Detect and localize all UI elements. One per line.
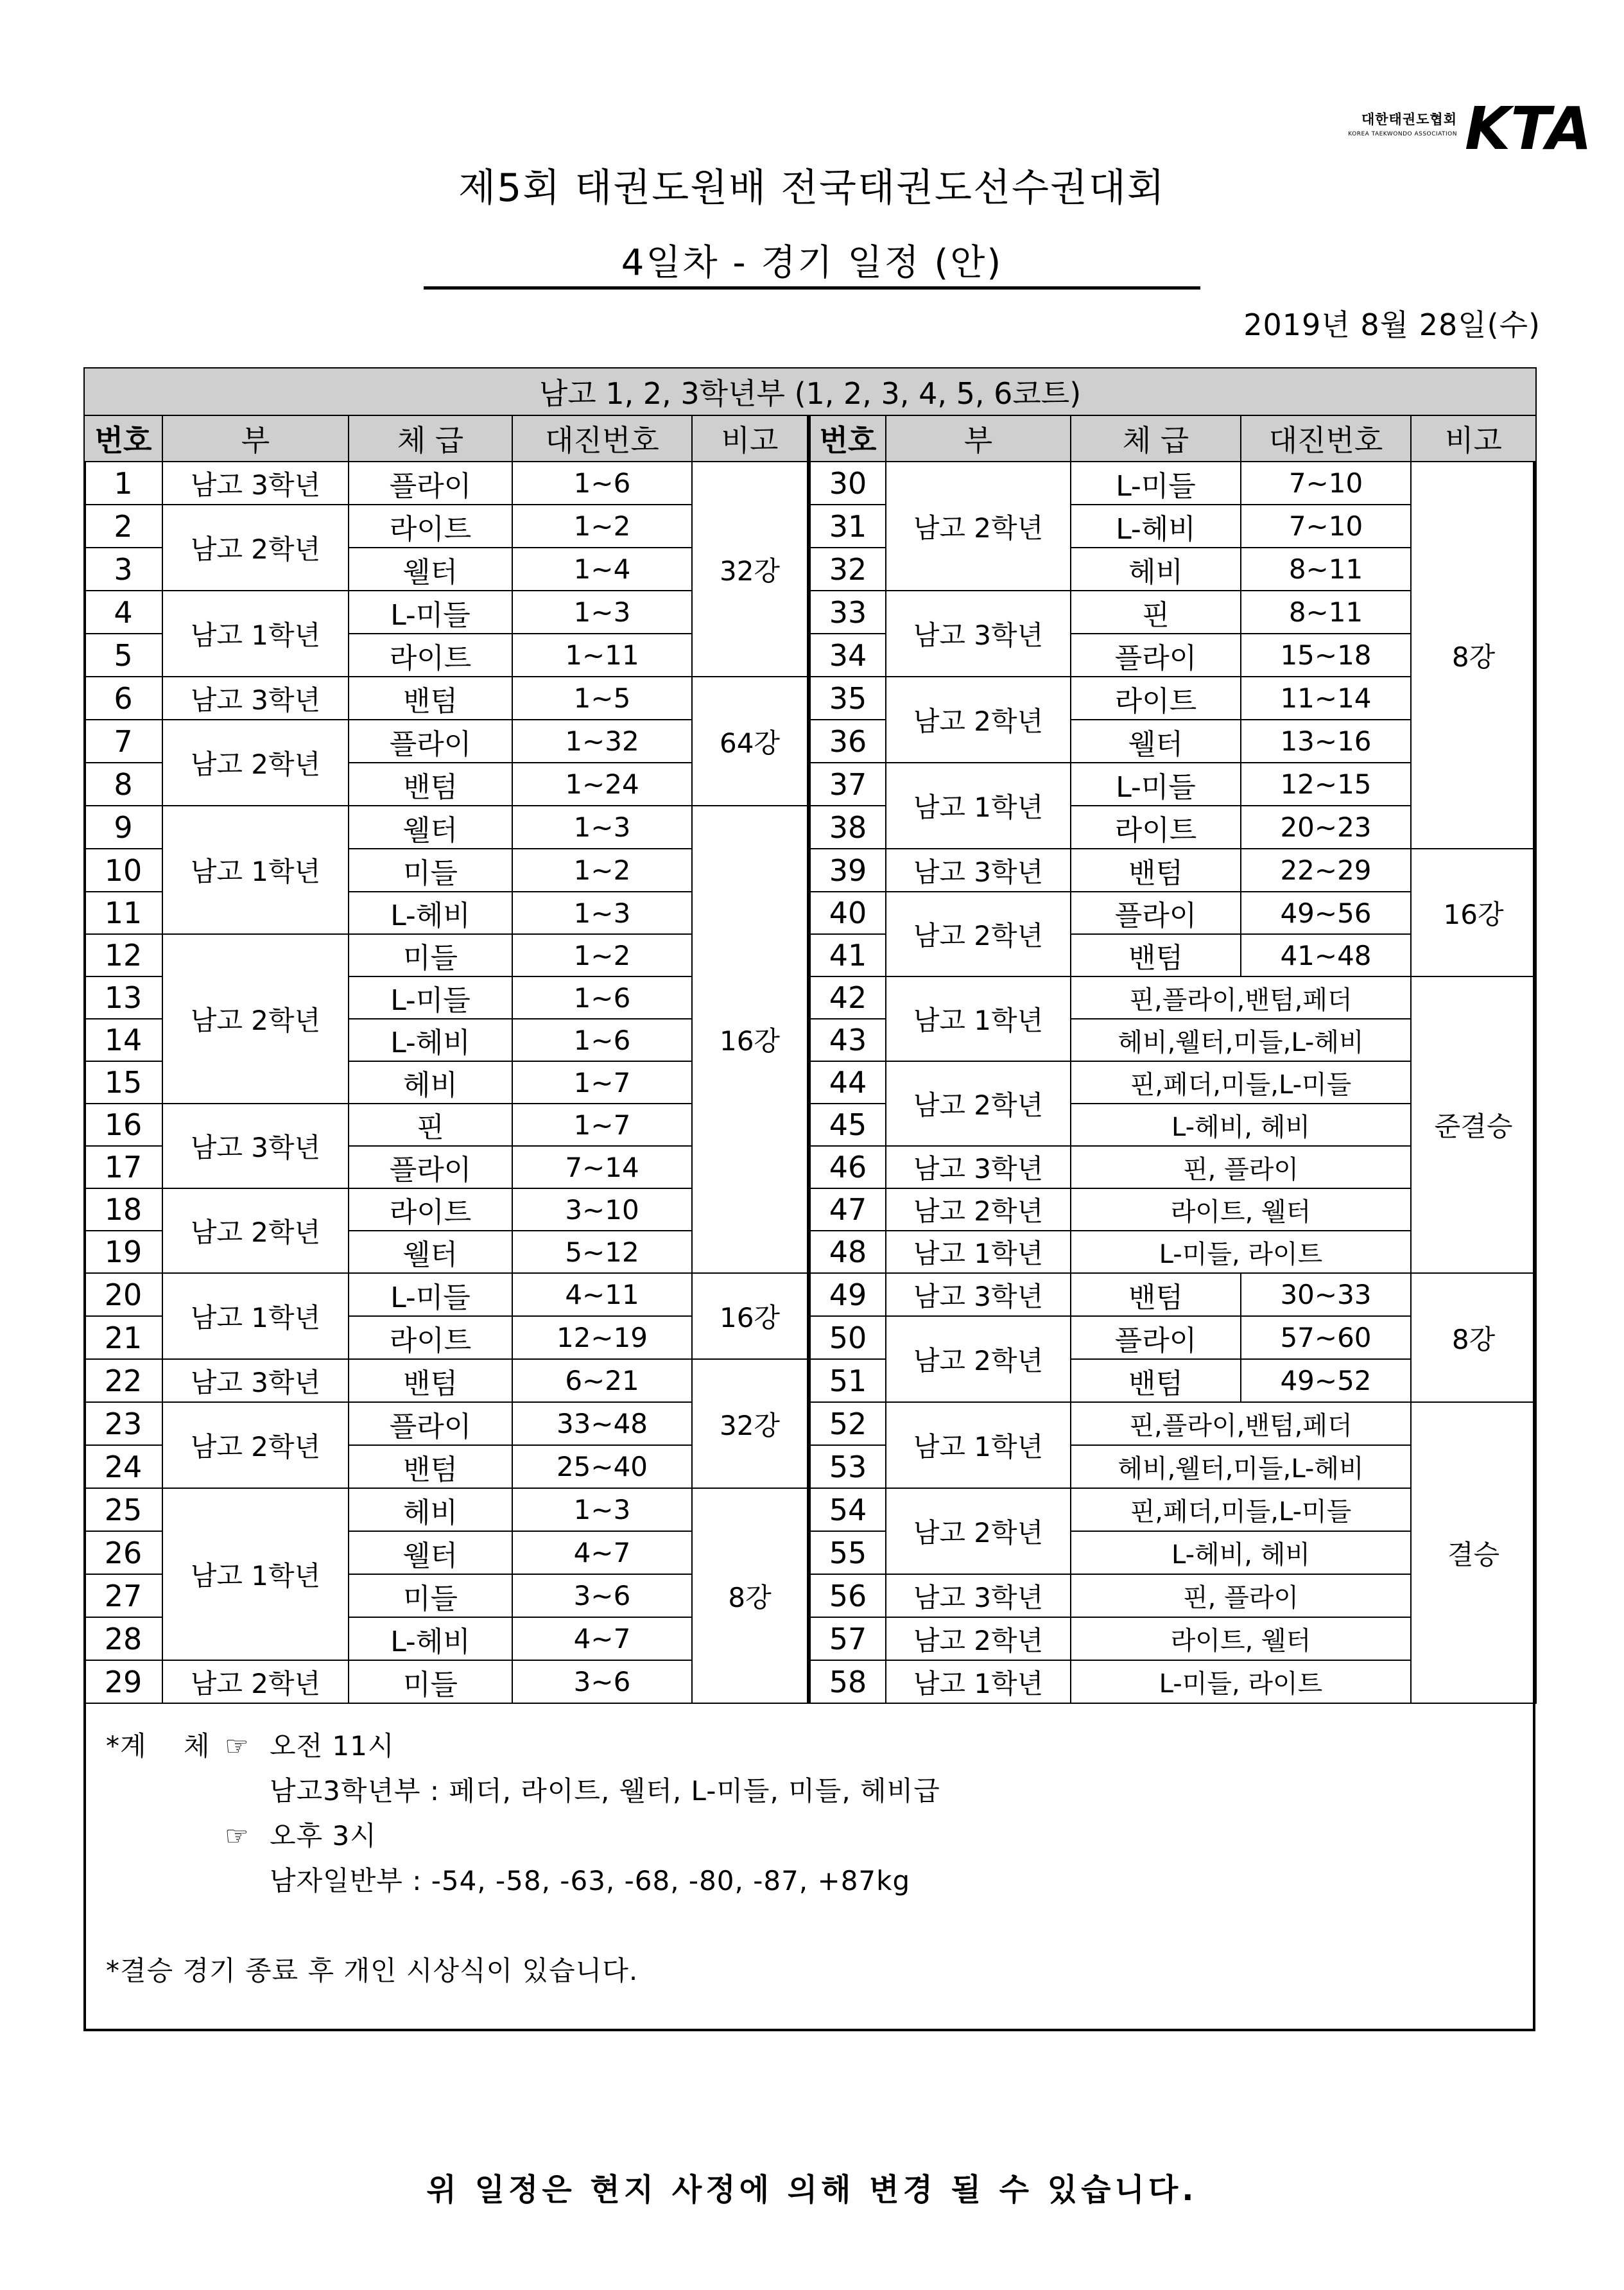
table-row	[84, 934, 1536, 976]
round-note: 16강	[692, 806, 809, 1273]
division-cell: 남고 2학년	[886, 1617, 1071, 1660]
weight-cell: 핀	[349, 1104, 512, 1146]
weight-cell: 라이트	[349, 1188, 512, 1231]
match-number: 55	[809, 1531, 886, 1574]
round-note: 8강	[1411, 1273, 1536, 1402]
bracket-cell: 7~10	[1241, 505, 1411, 548]
header-weight: 체 급	[349, 415, 512, 462]
match-number: 52	[809, 1402, 886, 1445]
bracket-cell: 1~11	[512, 634, 692, 677]
table-row	[84, 591, 1536, 634]
division-cell: 남고 3학년	[886, 849, 1071, 892]
division-cell: 남고 1학년	[886, 1231, 1071, 1273]
weight-cell: 핀,페더,미들,L-미들	[1071, 1488, 1411, 1531]
weight-cell: 밴텀	[1071, 1359, 1241, 1402]
weight-cell: 플라이	[1071, 634, 1241, 677]
match-number: 11	[84, 892, 162, 934]
weight-cell: L-미들	[349, 1273, 512, 1316]
schedule-date: 2019년 8월 28일(수)	[1243, 308, 1541, 342]
division-cell: 남고 1학년	[162, 806, 349, 934]
match-number: 21	[84, 1316, 162, 1359]
match-number: 35	[809, 677, 886, 720]
table-row	[84, 1104, 1536, 1146]
division-cell: 남고 2학년	[886, 1188, 1071, 1231]
table-row	[84, 462, 1536, 505]
match-number: 29	[84, 1660, 162, 1703]
weight-cell: L-헤비	[1071, 505, 1241, 548]
weight-cell: 핀,페더,미들,L-미들	[1071, 1061, 1411, 1104]
bracket-cell: 1~7	[512, 1104, 692, 1146]
weight-cell: 헤비,웰터,미들,L-헤비	[1071, 1019, 1411, 1061]
match-number: 22	[84, 1359, 162, 1402]
bracket-cell: 8~11	[1241, 591, 1411, 634]
weight-cell: 미들	[349, 934, 512, 976]
weight-cell: 헤비	[349, 1061, 512, 1104]
bracket-cell: 7~14	[512, 1146, 692, 1188]
bracket-cell: 22~29	[1241, 849, 1411, 892]
weight-cell: 웰터	[349, 806, 512, 849]
match-number: 43	[809, 1019, 886, 1061]
match-number: 28	[84, 1617, 162, 1660]
bracket-cell: 41~48	[1241, 934, 1411, 976]
match-number: 4	[84, 591, 162, 634]
match-number: 18	[84, 1188, 162, 1231]
bracket-cell: 57~60	[1241, 1316, 1411, 1359]
weight-cell: L-미들, 라이트	[1071, 1231, 1411, 1273]
table-row	[84, 1402, 1536, 1445]
pointer-icon: ☞	[225, 1820, 250, 1852]
bracket-cell: 1~6	[512, 976, 692, 1019]
weight-cell: 웰터	[349, 1531, 512, 1574]
match-number: 45	[809, 1104, 886, 1146]
match-number: 41	[809, 934, 886, 976]
round-note: 결승	[1411, 1402, 1536, 1703]
match-number: 24	[84, 1445, 162, 1488]
footer-notice: 위 일정은 현지 사정에 의해 변경 될 수 있습니다.	[426, 2172, 1198, 2208]
division-cell: 남고 2학년	[162, 720, 349, 806]
match-number: 53	[809, 1445, 886, 1488]
weight-cell: 밴텀	[1071, 934, 1241, 976]
header-number: 번호	[84, 415, 162, 462]
match-number: 8	[84, 763, 162, 806]
match-number: 31	[809, 505, 886, 548]
match-number: 2	[84, 505, 162, 548]
round-note: 준결승	[1411, 976, 1536, 1273]
weight-cell: 헤비	[1071, 548, 1241, 591]
table-row	[84, 1188, 1536, 1231]
bracket-cell: 11~14	[1241, 677, 1411, 720]
bracket-cell: 1~2	[512, 849, 692, 892]
weight-cell: 밴텀	[349, 677, 512, 720]
weight-cell: 미들	[349, 849, 512, 892]
header-division: 부	[886, 415, 1071, 462]
weight-cell: 라이트	[1071, 806, 1241, 849]
bracket-cell: 1~3	[512, 591, 692, 634]
match-number: 15	[84, 1061, 162, 1104]
bracket-cell: 3~6	[512, 1660, 692, 1703]
match-number: 37	[809, 763, 886, 806]
weight-cell: 핀,플라이,밴텀,페더	[1071, 1402, 1411, 1445]
match-number: 20	[84, 1273, 162, 1316]
match-number: 9	[84, 806, 162, 849]
logo-text	[1335, 109, 1457, 137]
weight-cell: 밴텀	[1071, 849, 1241, 892]
match-number: 56	[809, 1574, 886, 1617]
header-weight: 체 급	[1071, 415, 1241, 462]
division-cell: 남고 2학년	[162, 1188, 349, 1273]
table-row	[84, 1488, 1536, 1531]
bracket-cell: 1~32	[512, 720, 692, 763]
match-number: 25	[84, 1488, 162, 1531]
weight-cell: L-헤비, 헤비	[1071, 1531, 1411, 1574]
match-number: 6	[84, 677, 162, 720]
weight-cell: 웰터	[349, 548, 512, 591]
division-cell: 남고 3학년	[162, 1104, 349, 1188]
match-number: 57	[809, 1617, 886, 1660]
bracket-cell: 49~56	[1241, 892, 1411, 934]
match-number: 50	[809, 1316, 886, 1359]
bracket-cell: 1~2	[512, 934, 692, 976]
notes-section	[106, 1724, 940, 1993]
division-cell: 남고 2학년	[162, 1402, 349, 1488]
bracket-cell: 13~16	[1241, 720, 1411, 763]
bracket-cell: 1~2	[512, 505, 692, 548]
division-cell: 남고 3학년	[886, 1574, 1071, 1617]
weight-cell: 플라이	[349, 720, 512, 763]
bracket-cell: 15~18	[1241, 634, 1411, 677]
match-number: 54	[809, 1488, 886, 1531]
match-number: 5	[84, 634, 162, 677]
weighin-am-detail: 남고3학년부 : 페더, 라이트, 웰터, L-미들, 미들, 헤비급	[270, 1775, 940, 1807]
weighin-pm-line	[106, 1814, 940, 1859]
weight-cell: 미들	[349, 1574, 512, 1617]
bracket-cell: 30~33	[1241, 1273, 1411, 1316]
division-cell: 남고 2학년	[162, 505, 349, 591]
bracket-cell: 20~23	[1241, 806, 1411, 849]
header-bracket: 대진번호	[512, 415, 692, 462]
division-cell: 남고 2학년	[162, 934, 349, 1104]
weight-cell: 밴텀	[349, 1359, 512, 1402]
weight-cell: 핀	[1071, 591, 1241, 634]
weight-cell: 라이트	[349, 1316, 512, 1359]
weight-cell: 핀, 플라이	[1071, 1574, 1411, 1617]
weight-cell: 플라이	[349, 1146, 512, 1188]
division-cell: 남고 3학년	[886, 1146, 1071, 1188]
weight-cell: 플라이	[349, 462, 512, 505]
table-row	[84, 505, 1536, 548]
division-cell: 남고 2학년	[162, 1660, 349, 1703]
match-number: 16	[84, 1104, 162, 1146]
bracket-cell: 1~3	[512, 892, 692, 934]
weight-cell: L-미들, 라이트	[1071, 1660, 1411, 1703]
division-cell: 남고 1학년	[886, 763, 1071, 849]
weighin-pm-time: 오후 3시	[270, 1820, 377, 1852]
bracket-cell: 1~7	[512, 1061, 692, 1104]
weight-cell: 플라이	[1071, 892, 1241, 934]
bracket-cell: 6~21	[512, 1359, 692, 1402]
weight-cell: 핀,플라이,밴텀,페더	[1071, 976, 1411, 1019]
match-number: 49	[809, 1273, 886, 1316]
division-cell: 남고 2학년	[886, 462, 1071, 591]
match-number: 33	[809, 591, 886, 634]
match-number: 46	[809, 1146, 886, 1188]
match-number: 44	[809, 1061, 886, 1104]
bracket-cell: 12~19	[512, 1316, 692, 1359]
division-cell: 남고 3학년	[162, 462, 349, 505]
bracket-cell: 4~7	[512, 1531, 692, 1574]
match-number: 58	[809, 1660, 886, 1703]
header-note: 비고	[692, 415, 809, 462]
weight-cell: 라이트, 웰터	[1071, 1188, 1411, 1231]
division-cell: 남고 1학년	[886, 976, 1071, 1061]
logo-mark-text: KTA	[1465, 94, 1593, 163]
logo-org-english: KOREA TAEKWONDO ASSOCIATION	[1348, 131, 1457, 137]
table-row	[84, 1359, 1536, 1402]
bracket-cell: 12~15	[1241, 763, 1411, 806]
kta-logo	[1335, 90, 1593, 163]
division-cell: 남고 2학년	[886, 1316, 1071, 1402]
weight-cell: 밴텀	[349, 1445, 512, 1488]
weight-cell: 라이트, 웰터	[1071, 1617, 1411, 1660]
bracket-cell: 1~24	[512, 763, 692, 806]
division-cell: 남고 1학년	[162, 591, 349, 677]
match-number: 12	[84, 934, 162, 976]
division-cell: 남고 1학년	[886, 1660, 1071, 1703]
match-number: 23	[84, 1402, 162, 1445]
weighin-label: *계 체	[106, 1730, 211, 1762]
bracket-cell: 25~40	[512, 1445, 692, 1488]
division-cell: 남고 2학년	[886, 892, 1071, 976]
round-note: 64강	[692, 677, 809, 806]
weight-cell: 밴텀	[1071, 1273, 1241, 1316]
weight-cell: L-헤비	[349, 1617, 512, 1660]
match-number: 38	[809, 806, 886, 849]
weight-cell: 미들	[349, 1660, 512, 1703]
bracket-cell: 4~11	[512, 1273, 692, 1316]
table-row	[84, 720, 1536, 763]
weight-cell: 플라이	[349, 1402, 512, 1445]
table-row	[84, 677, 1536, 720]
pointer-icon: ☞	[225, 1730, 250, 1762]
bracket-cell: 1~3	[512, 1488, 692, 1531]
schedule-table	[83, 367, 1537, 1704]
page-subtitle: 4일차 - 경기 일정 (안)	[621, 242, 1003, 284]
match-number: 42	[809, 976, 886, 1019]
bracket-cell: 1~6	[512, 462, 692, 505]
weight-cell: L-미들	[349, 591, 512, 634]
bracket-cell: 8~11	[1241, 548, 1411, 591]
weight-cell: L-미들	[349, 976, 512, 1019]
match-number: 32	[809, 548, 886, 591]
division-cell: 남고 3학년	[162, 1359, 349, 1402]
match-number: 17	[84, 1146, 162, 1188]
division-cell: 남고 2학년	[886, 1488, 1071, 1574]
bracket-cell: 5~12	[512, 1231, 692, 1273]
division-cell: 남고 1학년	[162, 1488, 349, 1660]
match-number: 47	[809, 1188, 886, 1231]
weight-cell: L-헤비	[349, 1019, 512, 1061]
weight-cell: 밴텀	[349, 763, 512, 806]
match-number: 14	[84, 1019, 162, 1061]
page-title: 제5회 태권도원배 전국태권도선수권대회	[458, 166, 1166, 211]
match-number: 3	[84, 548, 162, 591]
bracket-cell: 4~7	[512, 1617, 692, 1660]
weighin-pm-detail: 남자일반부 : -54, -58, -63, -68, -80, -87, +87kg	[270, 1865, 911, 1896]
weight-cell: 웰터	[349, 1231, 512, 1273]
match-number: 1	[84, 462, 162, 505]
weight-cell: L-헤비, 헤비	[1071, 1104, 1411, 1146]
weight-cell: 라이트	[349, 634, 512, 677]
table-row	[84, 1660, 1536, 1703]
division-cell: 남고 3학년	[162, 677, 349, 720]
table-row	[84, 806, 1536, 849]
weight-cell: 헤비,웰터,미들,L-헤비	[1071, 1445, 1411, 1488]
round-note: 16강	[1411, 849, 1536, 976]
bracket-cell: 3~10	[512, 1188, 692, 1231]
round-note: 8강	[1411, 462, 1536, 849]
match-number: 39	[809, 849, 886, 892]
division-cell: 남고 1학년	[162, 1273, 349, 1359]
match-number: 7	[84, 720, 162, 763]
bracket-cell: 1~5	[512, 677, 692, 720]
weight-cell: 핀, 플라이	[1071, 1146, 1411, 1188]
match-number: 10	[84, 849, 162, 892]
weight-cell: 플라이	[1071, 1316, 1241, 1359]
match-number: 26	[84, 1531, 162, 1574]
match-number: 13	[84, 976, 162, 1019]
bracket-cell: 33~48	[512, 1402, 692, 1445]
match-number: 51	[809, 1359, 886, 1402]
weight-cell: 라이트	[1071, 677, 1241, 720]
division-cell: 남고 2학년	[886, 677, 1071, 763]
bracket-cell: 1~6	[512, 1019, 692, 1061]
header-note: 비고	[1411, 415, 1536, 462]
match-number: 30	[809, 462, 886, 505]
division-cell: 남고 3학년	[886, 591, 1071, 677]
weight-cell: L-미들	[1071, 763, 1241, 806]
match-number: 34	[809, 634, 886, 677]
weighin-am-line	[106, 1724, 940, 1769]
weight-cell: 웰터	[1071, 720, 1241, 763]
match-number: 36	[809, 720, 886, 763]
match-number: 40	[809, 892, 886, 934]
bracket-cell: 49~52	[1241, 1359, 1411, 1402]
weight-cell: L-헤비	[349, 892, 512, 934]
weighin-am-time: 오전 11시	[270, 1730, 395, 1762]
bracket-cell: 3~6	[512, 1574, 692, 1617]
round-note: 32강	[692, 462, 809, 677]
round-note: 8강	[692, 1488, 809, 1703]
kta-mark-icon	[1464, 90, 1593, 163]
header-division: 부	[162, 415, 349, 462]
weight-cell: 라이트	[349, 505, 512, 548]
match-number: 27	[84, 1574, 162, 1617]
match-number: 19	[84, 1231, 162, 1273]
round-note: 16강	[692, 1273, 809, 1359]
bracket-cell: 7~10	[1241, 462, 1411, 505]
weight-cell: 헤비	[349, 1488, 512, 1531]
division-cell: 남고 2학년	[886, 1061, 1071, 1146]
match-number: 48	[809, 1231, 886, 1273]
division-cell: 남고 1학년	[886, 1402, 1071, 1488]
round-note: 32강	[692, 1359, 809, 1488]
header-number: 번호	[809, 415, 886, 462]
division-cell: 남고 3학년	[886, 1273, 1071, 1316]
title-underline	[424, 286, 1200, 290]
bracket-cell: 1~3	[512, 806, 692, 849]
weight-cell: L-미들	[1071, 462, 1241, 505]
header-bracket: 대진번호	[1241, 415, 1411, 462]
ceremony-note: *결승 경기 종료 후 개인 시상식이 있습니다.	[106, 1955, 639, 1986]
table-caption: 남고 1, 2, 3학년부 (1, 2, 3, 4, 5, 6코트)	[84, 368, 1536, 415]
bracket-cell: 1~4	[512, 548, 692, 591]
table-row	[84, 1273, 1536, 1316]
logo-org-korean: 대한태권도협회	[1361, 112, 1457, 127]
